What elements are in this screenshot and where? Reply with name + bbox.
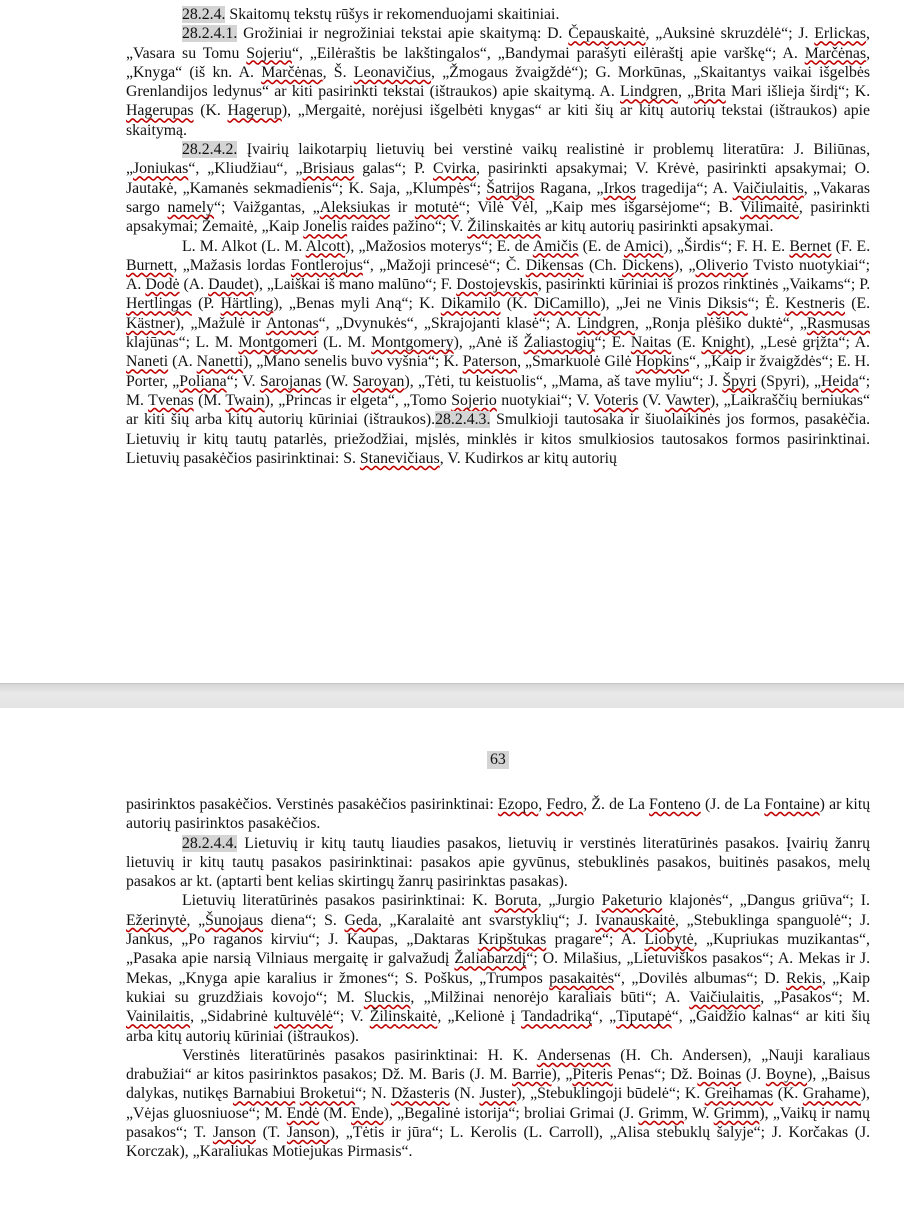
spellcheck-flag: Vawter	[665, 391, 710, 409]
spellcheck-flag: Juster	[479, 1085, 517, 1103]
spellcheck-flag: Vaičiulaitis	[732, 179, 804, 197]
spellcheck-flag: Oliverio	[695, 256, 749, 274]
spellcheck-flag: Paketurio	[601, 892, 663, 910]
spellcheck-flag: Hagerup	[227, 102, 282, 120]
spellcheck-flag: Aleksiukas	[319, 198, 390, 216]
section-heading: 28.2.4. Skaitomų tekstų rūšys ir rekomenduojami skaitiniai.	[182, 6, 560, 23]
page-text-bottom	[126, 795, 870, 1162]
spellcheck-flag: DiCamillo	[533, 295, 601, 313]
spellcheck-flag: Antonas	[265, 314, 319, 332]
spellcheck-flag: Boinas	[697, 1066, 742, 1084]
spellcheck-flag: Voteris	[593, 391, 639, 409]
spellcheck-flag: Špyri	[722, 372, 757, 390]
spellcheck-flag: Montgomery	[371, 334, 454, 352]
spellcheck-flag: Greihamas	[704, 1085, 774, 1103]
spellcheck-flag: Žilinskaitė	[369, 1008, 438, 1026]
spellcheck-flag: Boyne	[765, 1066, 808, 1084]
spellcheck-flag: Broketui	[299, 1085, 356, 1103]
spellcheck-flag: Marčėnas	[261, 63, 323, 81]
spellcheck-flag: Daudet	[208, 276, 254, 294]
spellcheck-flag: Dikamilo	[440, 295, 501, 313]
paragraph-inline-continuation: 28.2.4.3. Smulkioji tautosaka ir šiuolaikinės jos formos, pasakėčia. Lietuvių ir kitų tautų patarlės, priežodžiai, mįslės, minklės ir kitos smulkiosios tautosakos formos pasirinktinai. Lietuvių pasakėčios pasirinktinai: S. Stanevičiaus, V. Kudirkos ar kitų autorių	[126, 411, 871, 467]
spellcheck-flag: Barrie	[512, 1066, 552, 1084]
spellcheck-flag: Boruta	[494, 892, 538, 910]
spellcheck-flag: Janson	[212, 1124, 256, 1142]
spellcheck-flag: Lindgren	[620, 83, 678, 101]
spellcheck-flag: Barnabiui	[232, 1085, 296, 1103]
spellcheck-flag: Marčėnas	[804, 44, 867, 62]
spellcheck-flag: Tvenas	[148, 391, 194, 409]
spellcheck-flag: Janson	[286, 1124, 330, 1142]
spellcheck-flag: Dodė	[145, 276, 180, 294]
spellcheck-flag: pasakaitės	[549, 969, 614, 987]
spellcheck-flag: Geda	[344, 911, 378, 929]
spellcheck-flag: Lindgren	[577, 314, 635, 332]
spellcheck-flag: Piteris	[572, 1066, 613, 1084]
spellcheck-flag: kultuvėlė	[274, 1008, 333, 1026]
spellcheck-flag: Grimm	[638, 1104, 685, 1122]
spellcheck-flag: Diksis	[707, 295, 748, 313]
spellcheck-flag: Liobytė	[644, 931, 694, 949]
spellcheck-flag: Sarojanas	[259, 372, 322, 390]
spellcheck-flag: Ende	[351, 1104, 384, 1122]
spellcheck-flag: Saroyan	[352, 372, 405, 390]
spellcheck-flag: Žaliastogių	[523, 334, 595, 352]
spellcheck-flag: Paterson	[462, 353, 518, 371]
spellcheck-flag: Amičis	[532, 237, 579, 255]
spellcheck-flag: Fonteno	[649, 796, 701, 813]
spellcheck-flag: Vainilaitis	[126, 1008, 191, 1026]
spellcheck-flag: Čepauskaitė	[568, 25, 646, 43]
spellcheck-flag: Leonavičius	[353, 63, 431, 81]
section-number: 28.2.4.3.	[435, 411, 491, 429]
spellcheck-flag: Fontaine	[764, 796, 820, 813]
spellcheck-flag: Hagerupas	[126, 102, 194, 120]
spellcheck-flag: Ivanauskaitė	[595, 911, 676, 929]
spellcheck-flag: Sojerio	[451, 391, 497, 409]
spellcheck-flag: Šatrijos	[486, 179, 535, 197]
spellcheck-flag: Tandadriką	[521, 1008, 592, 1026]
paragraph: Verstinės literatūrinės pasakos pasirinktinai: H. K. Andersenas (H. Ch. Andersen), „Nauji karaliaus drabužiai“ ar kitos pasirinktos pasakos; Dž. M. Baris (J. M. Barrie), „Piteris Penas“; Dž. Boinas (J. Boyne), „Baisus dalykas, nutikęs Barnabiui Broketui“; N. Džasteris (N. Juster), „Stebuklingoji būdelė“; K. Greihamas (K. Grahame), „Vėjas gluosniuose“; M. Endė (M. Ende), „Begalinė istorija“; broliai Grimai (J. Grimm, W. Grimm), „Vaikų ir namų pasakos“; T. Janson (T. Janson), „Tėtis ir jūra“; L. Kerolis (L. Carroll), „Alisa stebuklų šalyje“; J. Korčakas (J. Korczak), „Karaliukas Motiejukas Pirmasis“.	[126, 1046, 871, 1161]
spellcheck-flag: namely	[167, 198, 215, 216]
spellcheck-flag: Žaliabarzdį	[454, 950, 527, 968]
spellcheck-flag: Joniukas	[133, 160, 189, 178]
spellcheck-flag: Andersenas	[536, 1046, 611, 1064]
paragraph	[126, 237, 870, 469]
spellcheck-flag: Grimm	[713, 1104, 760, 1122]
spellcheck-flag: Burnett	[126, 256, 174, 274]
spellcheck-flag: Šunojaus	[205, 911, 264, 929]
spellcheck-flag: Hertlingas	[126, 295, 192, 313]
spellcheck-flag: Poliana	[179, 372, 227, 390]
spellcheck-flag: Amici	[623, 237, 664, 255]
spellcheck-flag: Dostojevskis	[456, 276, 538, 294]
spellcheck-flag: Fontlerojus	[290, 256, 363, 274]
spellcheck-flag: Naitas	[630, 334, 672, 352]
paragraph-body: L. M. Alkot (L. M. Alcott), „Mažosios moterys“; E. de Amičis (E. de Amici), „Širdis“; F. H. E. Bernet (F. E. Burnett, „Mažasis lordas Fontlerojus“, „Mažoji princesė“; Č. Dikensas (Ch. Dickens), „Oliverio Tvisto nuotykiai“; A. Dodė (A. Daudet), „Laiškai iš mano malūno“; F. Dostojevskis, pasirinkti kūriniai iš prozos rinktinės „Vaikams“; P. Hertlingas (P. Härtling), „Benas myli Aną“; K. Dikamilo (K. DiCamillo), „Jei ne Vinis Diksis“; Ė. Kestneris (E. Kästner), „Mažulė ir Antonas“, „Dvynukės“, „Skrajojanti klasė“; A. Lindgren, „Ronja plėšiko duktė“, „Rasmusas klajūnas“; L. M. Montgomeri (L. M. Montgomery), „Anė iš Žaliastogių“; E. Naitas (E. Knight), „Lesė grįžta“; A. Naneti (A. Nanetti), „Mano senelis buvo vyšnia“; K. Paterson, „Smarkuolė Gilė Hopkins“, „Kaip ir žvaigždės“; E. H. Porter, „Poliana“; V. Sarojanas (W. Saroyan), „Tėti, tu keistuolis“, „Mama, aš tave myliu“; J. Špyri (Spyri), „Heida“; M. Tvenas (M. Twain), „Princas ir elgeta“, „Tomo Sojerio nuotykiai“; V. Voteris (V. Vawter), „Laikraščių berniukas“ ar kiti šių arba kitų autorių kūriniai (ištraukos).	[126, 237, 871, 429]
spellcheck-flag: Bernet	[789, 237, 832, 255]
section-number: 28.2.4.1.	[182, 25, 238, 43]
spellcheck-flag: Kästner	[126, 314, 176, 332]
spellcheck-flag: Grahame	[802, 1085, 861, 1103]
spellcheck-flag: Alcott	[305, 237, 346, 255]
spellcheck-flag: Cvirka	[433, 160, 477, 178]
spellcheck-flag: Vaičiulaitis	[689, 988, 761, 1006]
section-number: 28.2.4.	[182, 6, 226, 23]
spellcheck-flag: motutė	[414, 198, 459, 216]
paragraph: 28.2.4.2. Įvairių laikotarpių lietuvių bei verstinė vaikų realistinė ir problemų literatūra: J. Biliūnas, „Joniukas“, „Kliudžiau“, „Brisiaus galas“; P. Cvirka, pasirinkti apsakymai; V. Krėvė, pasirinkti apsakymai; O. Jautakė, „Kamanės sekmadienis“; K. Saja, „Klumpės“; Šatrijos Ragana, „Irkos tragedija“; A. Vaičiulaitis, „Vakaras sargo namely“; Vaižgantas, „Aleksiukas ir motutė“; Vilė Vėl, „Kaip mes išgarsėjome“; B. Vilimaitė, pasirinkti apsakymai; Žemaitė, „Kaip Jonelis raides pažino“; V. Žilinskaitės ar kitų autorių pasirinkti apsakymai.	[126, 141, 871, 236]
spellcheck-flag: Brita	[694, 83, 726, 101]
spellcheck-flag: Vilimaitė	[740, 198, 799, 216]
spellcheck-flag: Sluckis	[363, 988, 411, 1006]
spellcheck-flag: Erlickas	[814, 25, 867, 43]
spellcheck-flag: Stanevičiaus	[359, 449, 440, 467]
paragraph-continuation: pasirinktos pasakėčios. Verstinės pasakėčios pasirinktinai: Ezopo, Fedro, Ž. de La Fonteno (J. de La Fontaine) ar kitų autorių pasirinktos pasakėčios.	[126, 796, 871, 833]
spellcheck-flag: Sojeriu	[246, 44, 292, 62]
spellcheck-flag: Ežerinytė	[126, 911, 187, 929]
spellcheck-flag: Twain	[225, 391, 265, 409]
section-heading: 28.2.4.4. Lietuvių ir kitų tautų liaudies pasakos, lietuvių ir verstinės literatūrinės pasakos. Įvairių žanrų lietuvių ir kitų tautų pasakos pasirinktinai: pasakos apie gyvūnus, stebuklinės pasakos, buitinės pasakos, melų pasakos ar kt. (aptarti bent kelias skirtingų žanrų pasirinktas pasakas).	[126, 834, 871, 891]
spellcheck-flag: Knight	[701, 334, 746, 352]
spellcheck-flag: Hopkins	[635, 353, 690, 371]
spellcheck-flag: Žilinskaitės	[467, 218, 541, 236]
spellcheck-flag: Džasteris	[390, 1085, 450, 1103]
spellcheck-flag: Heida	[820, 372, 859, 390]
spellcheck-flag: Dickens	[622, 256, 674, 274]
spellcheck-flag: Dikensas	[525, 256, 584, 274]
section-number: 28.2.4.2.	[182, 141, 238, 159]
spellcheck-flag: Jonelis	[303, 218, 348, 236]
page-number: 63	[487, 751, 509, 769]
spellcheck-flag: Kestneris	[785, 295, 845, 313]
paragraph: Lietuvių literatūrinės pasakos pasirinktinai: K. Boruta, „Jurgio Paketurio klajonės“, „Dangus griūva“; I. Ežerinytė, „Šunojaus diena“; S. Geda, „Karalaitė ant svarstyklių“; J. Ivanauskaitė, „Stebuklinga spanguolė“; J. Jankus, „Po raganos kirviu“; J. Kaupas, „Daktaras Kripštukas pragare“; A. Liobytė, „Kupriukas muzikantas“, „Pasaka apie narsią Vilniaus mergaitę ir galvažudį Žaliabarzdį“; O. Milašius, „Lietuviškos pasakos“; A. Mekas ir J. Mekas, „Knyga apie karalius ir žmones“; S. Poškus, „Trumpos pasakaitės“, „Dovilės albumas“; D. Rekis, „Kaip kukiai su gruzdžiais kovojo“; M. Sluckis, „Milžinai nenorėjo karaliais būti“; A. Vaičiulaitis, „Pasakos“; M. Vainilaitis, „Sidabrinė kultuvėlė“; V. Žilinskaitė, „Kelionė į Tandadriką“, „Tiputapė“, „Gaidžio kalnas“ ar kiti šių arba kitų autorių kūriniai (ištraukos).	[126, 892, 871, 1045]
spellcheck-flag: Endė	[286, 1104, 320, 1122]
page-text-top	[126, 5, 870, 468]
paragraph: 28.2.4.1. Grožiniai ir negrožiniai tekstai apie skaitymą: D. Čepauskaitė, „Auksinė skruzdėlė“; J. Erlickas, „Vasara su Tomu Sojeriu“, „Eilėraštis be lakštingalos“, „Bandymai parašyti eilėraštį apie varškę“; A. Marčėnas, „Knyga“ (iš kn. A. Marčėnas, Š. Leonavičius, „Žmogaus žvaigždė“); G. Morkūnas, „Skaitantys vaikai išgelbės Grenlandijos ledynus“ ar kiti pasirinkti tekstai (ištraukos) apie skaitymą. A. Lindgren, „Brita Mari išlieja širdį“; K. Hagerupas (K. Hagerup), „Mergaitė, norėjusi išgelbėti knygas“ ar kiti šių ar kitų autorių tekstai (ištraukos) apie skaitymą.	[126, 25, 871, 139]
spellcheck-flag: Naneti	[126, 353, 169, 371]
spellcheck-flag: Brisiaus	[302, 160, 355, 178]
spellcheck-flag: Tiputapė	[616, 1008, 672, 1026]
spellcheck-flag: Rekis	[785, 969, 822, 987]
spellcheck-flag: Nanetti	[196, 353, 244, 371]
spellcheck-flag: Fedro	[546, 796, 584, 813]
spellcheck-flag: Montgomeri	[238, 334, 318, 352]
spellcheck-flag: Härtling	[220, 295, 274, 313]
spellcheck-flag: Kripštukas	[477, 931, 547, 949]
section-number: 28.2.4.4.	[182, 834, 238, 852]
spellcheck-flag: Irkos	[603, 179, 636, 197]
spellcheck-flag: Ezopo	[497, 796, 539, 813]
page-separator	[0, 683, 904, 709]
spellcheck-flag: Rasmusas	[806, 314, 871, 332]
document-page-bottom	[0, 708, 904, 1207]
